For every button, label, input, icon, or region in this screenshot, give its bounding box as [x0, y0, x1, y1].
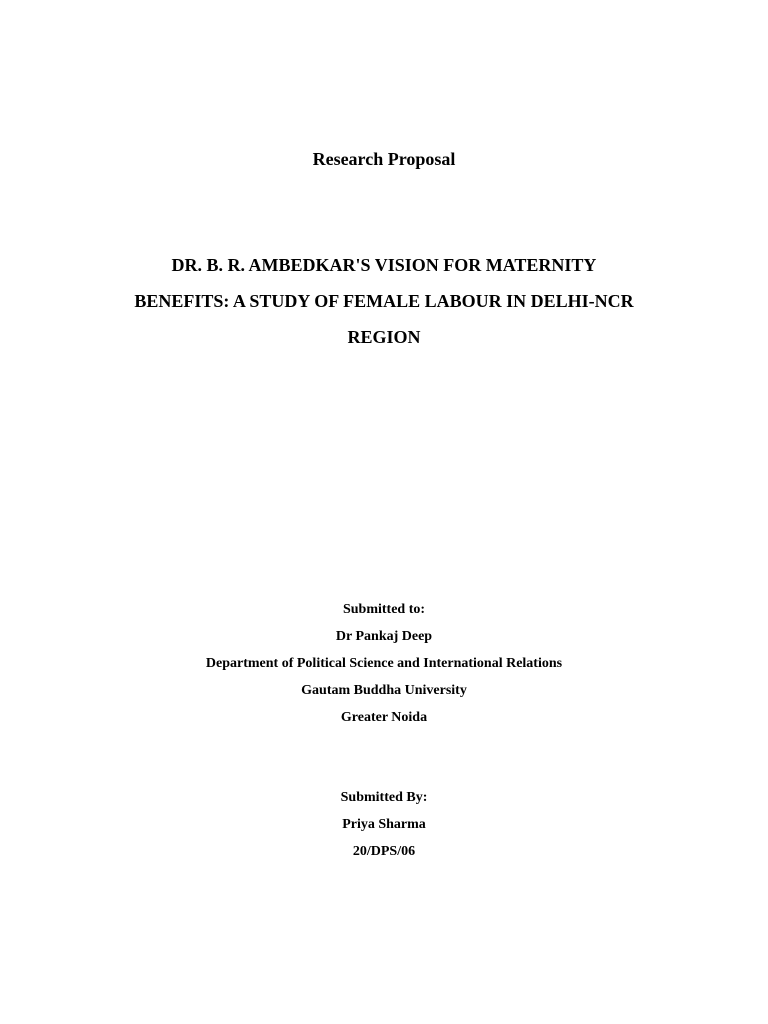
university-name: Gautam Buddha University [301, 683, 467, 698]
submitted-by-block [0, 788, 768, 869]
department-name: Department of Political Science and International Relations [205, 656, 563, 671]
student-roll-number: 20/DPS/06 [352, 844, 416, 859]
proposal-title [84, 252, 684, 360]
university-location: Greater Noida [340, 710, 428, 725]
document-type-heading: Research Proposal [312, 149, 456, 169]
supervisor-name: Dr Pankaj Deep [335, 629, 433, 644]
submitted-by-heading: Submitted By: [340, 790, 428, 805]
title-line-2: BENEFITS: A STUDY OF FEMALE LABOUR IN DELHI-NCR [134, 291, 634, 311]
title-line-3: REGION [347, 327, 421, 347]
student-name: Priya Sharma [342, 817, 426, 832]
submitted-to-block [0, 600, 768, 735]
submitted-to-heading: Submitted to: [342, 602, 426, 617]
title-line-1: DR. B. R. AMBEDKAR'S VISION FOR MATERNITY [171, 255, 597, 275]
